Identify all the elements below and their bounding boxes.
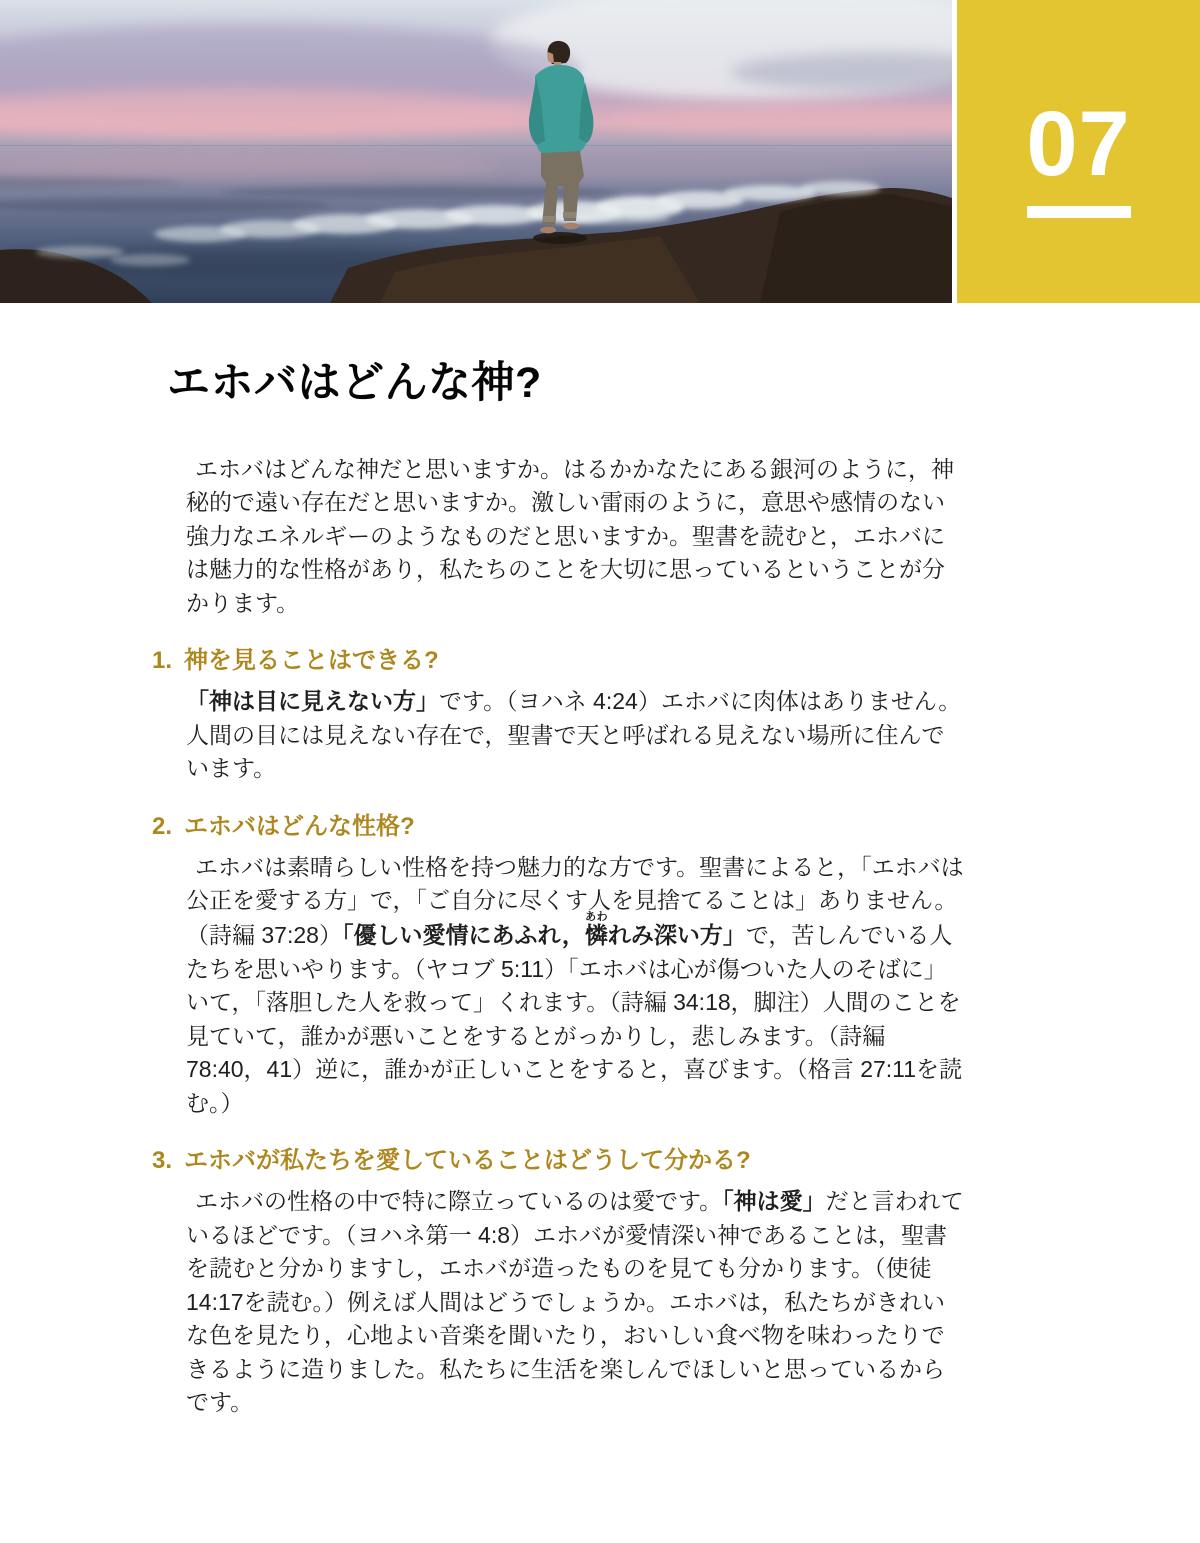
page-title: エホバはどんな神? (167, 359, 542, 407)
section-how-we-know-jehovah-loves-us (152, 1145, 966, 1420)
section-heading-label: 神を見ることはできる? (184, 647, 439, 675)
section-number: 1. (152, 647, 173, 675)
sunset-sea-illustration (0, 0, 952, 303)
sunset-sea-photo (0, 0, 952, 303)
lesson-content (0, 357, 966, 1420)
section-jehovahs-personality (152, 811, 966, 1121)
sky (0, 0, 952, 150)
section-number: 2. (152, 812, 173, 840)
section-body: エホバは素晴らしい性格を持つ魅力的な方です。聖書によると，「エホバは公正を愛する方」で，「ご自分に尽くす人を見捨てることは」ありません。（詩編 37:28）「優しい愛情にあふれ，憐あわれみ深い方」で，苦しんでいる人たちを思いやります。（ヤコブ 5:11）「エホバは心が傷ついた人のそばに」いて，「落胆した人を救って」くれます。（詩編 34:18，脚注）人間のことを見ていて，誰かが悪いことをするとがっかりし，悲しみます。（詩編 78:40，41）逆に，誰かが正しいことをすると，喜びます。（格言 27:11を読む。） (186, 853, 964, 1116)
chapter-number: 07 (1026, 92, 1131, 195)
section-can-god-be-seen (152, 645, 966, 786)
chapter-underline (1027, 206, 1131, 218)
section-body: エホバの性格の中で特に際立っているのは愛です。「神は愛」だと言われているほどです。（ヨハネ第一 4:8）エホバが愛情深い神であることは，聖書を読むと分かりますし，エホバが造ったものを見ても分かります。（使徒 14:17を読む。）例えば人間はどうでしょうか。エホバは，私たちがきれいな色を見たり，心地よい音楽を聞いたり，おいしい食べ物を味わったりできるように造りました。私たちに生活を楽しんでほしいと思っているからです。 (186, 1188, 964, 1416)
section-heading-label: エホバが私たちを愛していることはどうして分かる? (184, 1147, 751, 1175)
intro-paragraph: エホバはどんな神だと思いますか。はるかかなたにある銀河のように，神秘的で遠い存在だと思いますか。激しい雷雨のように，意思や感情のない強力なエネルギーのようなものだと思いますか。聖書を読むと，エホバには魅力的な性格があり，私たちのことを大切に思っているということが分かります。 (186, 455, 954, 616)
ruby-annotation: 憐あわ (584, 911, 608, 949)
section-heading-label: エホバはどんな性格? (184, 812, 415, 840)
section-body: 「神は目に見えない方」です。（ヨハネ 4:24）エホバに肉体はありません。人間の目には見えない存在で，聖書で天と呼ばれる見えない場所に住んでいます。 (186, 688, 962, 782)
section-heading (152, 811, 966, 842)
section-heading (152, 1145, 966, 1176)
hero-banner (0, 0, 1200, 303)
section-heading (152, 645, 966, 676)
section-number: 3. (152, 1147, 173, 1175)
chapter-number-badge (957, 0, 1200, 303)
